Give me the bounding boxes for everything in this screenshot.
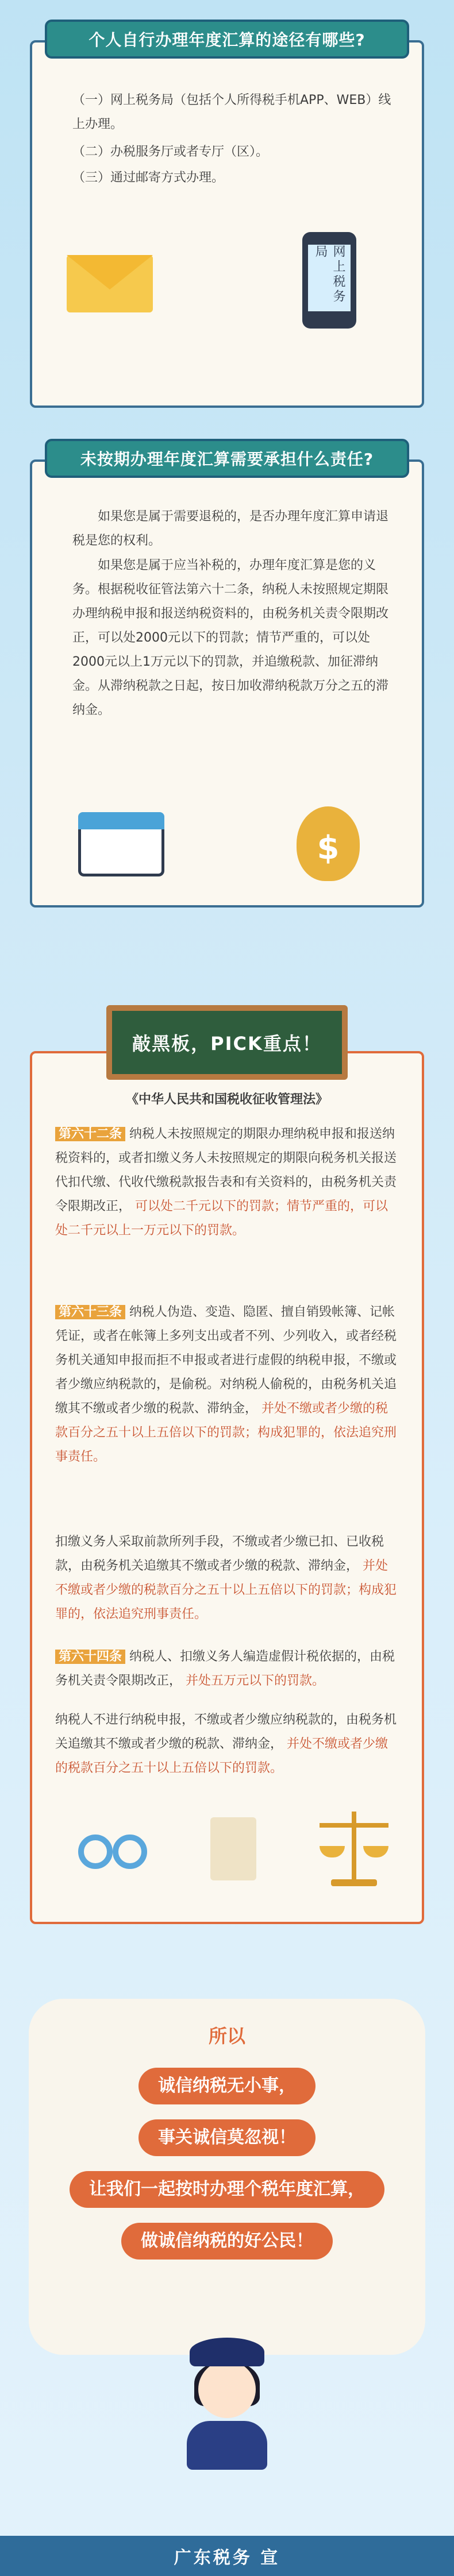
article-62-tag: 第六十二条 xyxy=(55,1127,125,1141)
tax-officer-illustration xyxy=(184,2338,270,2470)
article-64-para2-highlight: 并处不缴或者少缴的税款百分之五十以上五倍以下的罚款。 xyxy=(55,1737,388,1775)
section1-item-1: （一）网上税务局（包括个人所得税手机APP、WEB）线上办理。 xyxy=(72,93,391,132)
section3-card xyxy=(30,1051,424,1924)
phone-screen-label: 网上税务局 xyxy=(313,245,345,304)
article-63-para2-text: 扣缴义务人采取前款所列手段，不缴或者少缴已扣、已收税款，由税务机关追缴其不缴或者少缴的税款、滞纳金， xyxy=(55,1535,384,1573)
article-62-text: 纳税人未按照规定的期限办理纳税申报和报送纳税资料的，或者扣缴义务人未按照规定的期限向税务机关报送代扣代缴、代收代缴税款报告表和有关资料的，由税务机关责令限期改正， xyxy=(55,1127,397,1214)
footer-credit: 广东税务 宣 xyxy=(0,2536,454,2576)
chalkboard-title: 敲黑板，PICK重点！ xyxy=(106,1005,348,1080)
closing-line4: 让我们一起按时办理个税年度汇算， xyxy=(70,2171,384,2208)
article-63-highlight: 并处不缴或者少缴的税款百分之五十以上五倍以下的罚款；构成犯罪的，依法追究刑事责任。 xyxy=(55,1401,397,1464)
article-64-para2-text: 纳税人不进行纳税申报，不缴或者少缴应纳税款的，由税务机关追缴其不缴或者少缴的税款、滞纳金， xyxy=(55,1713,397,1751)
calendar-icon xyxy=(78,812,164,876)
section2-card xyxy=(30,450,424,907)
article-62-highlight: 可以处二千元以下的罚款；情节严重的，可以处二千元以上一万元以下的罚款。 xyxy=(55,1199,388,1238)
article-62 xyxy=(55,1122,399,1243)
article-64 xyxy=(55,1645,399,1693)
article-63-tag: 第六十三条 xyxy=(55,1305,125,1319)
article-64-para2 xyxy=(55,1708,399,1781)
closing-line3: 事关诚信莫忽视！ xyxy=(138,2119,316,2156)
section1-card xyxy=(30,30,424,408)
envelope-icon xyxy=(67,255,153,312)
phone-icon xyxy=(302,232,356,329)
section2-para2: 如果您是属于应当补税的，办理年度汇算是您的义务。根据税收征管法第六十二条，纳税人未按照规定期限办理纳税申报和报送纳税资料的，由税务机关责令限期改正，可以处2000元以下的罚款；情节严重的，可以处2000元以上1万元以下的罚款，并追缴税款、加征滞纳金。从滞纳税款之日起，按日加收滞纳税款万分之五的滞纳金。 xyxy=(72,558,389,717)
article-64-text: 纳税人、扣缴义务人编造虚假计税依据的，由税务机关责令限期改正， xyxy=(55,1650,395,1688)
article-63 xyxy=(55,1300,399,1469)
article-64-tag: 第六十四条 xyxy=(55,1650,125,1664)
handcuffs-icon xyxy=(78,1829,153,1875)
section2-para1: 如果您是属于需要退税的，是否办理年度汇算申请退税是您的权利。 xyxy=(72,509,389,548)
money-bag-icon xyxy=(297,806,360,881)
closing-line5: 做诚信纳税的好公民！ xyxy=(121,2223,333,2260)
scale-icon xyxy=(320,1812,388,1886)
section2-title: 未按期办理年度汇算需要承担什么责任? xyxy=(45,439,409,478)
article-64-highlight: 并处五万元以下的罚款。 xyxy=(186,1674,325,1688)
article-63-text: 纳税人伪造、变造、隐匿、擅自销毁帐簿、记帐凭证，或者在帐簿上多列支出或者不列、少列收入，或者经税务机关通知申报而拒不申报或者进行虚假的纳税申报，不缴或者少缴应纳税款的，是偷税。对纳税人偷税的，由税务机关追缴其不缴或者少缴的税款、滞纳金， xyxy=(55,1305,397,1416)
money-symbol: $ xyxy=(317,829,340,867)
section1-title: 个人自行办理年度汇算的途径有哪些? xyxy=(45,20,409,59)
section1-item-2: （二）办税服务厅或者专厅（区）。 xyxy=(72,145,269,159)
law-title: 《中华人民共和国税收征收管理法》 xyxy=(125,1092,328,1107)
closing-line1: 所以 xyxy=(208,2025,245,2047)
closing-line2: 诚信纳税无小事， xyxy=(138,2068,316,2104)
article-63-para2-highlight: 并处不缴或者少缴的税款百分之五十以上五倍以下的罚款；构成犯罪的，依法追究刑事责任。 xyxy=(55,1559,397,1621)
section1-item-3: （三）通过邮寄方式办理。 xyxy=(72,171,225,185)
article-63-para2 xyxy=(55,1530,399,1627)
document-icon xyxy=(210,1817,256,1880)
